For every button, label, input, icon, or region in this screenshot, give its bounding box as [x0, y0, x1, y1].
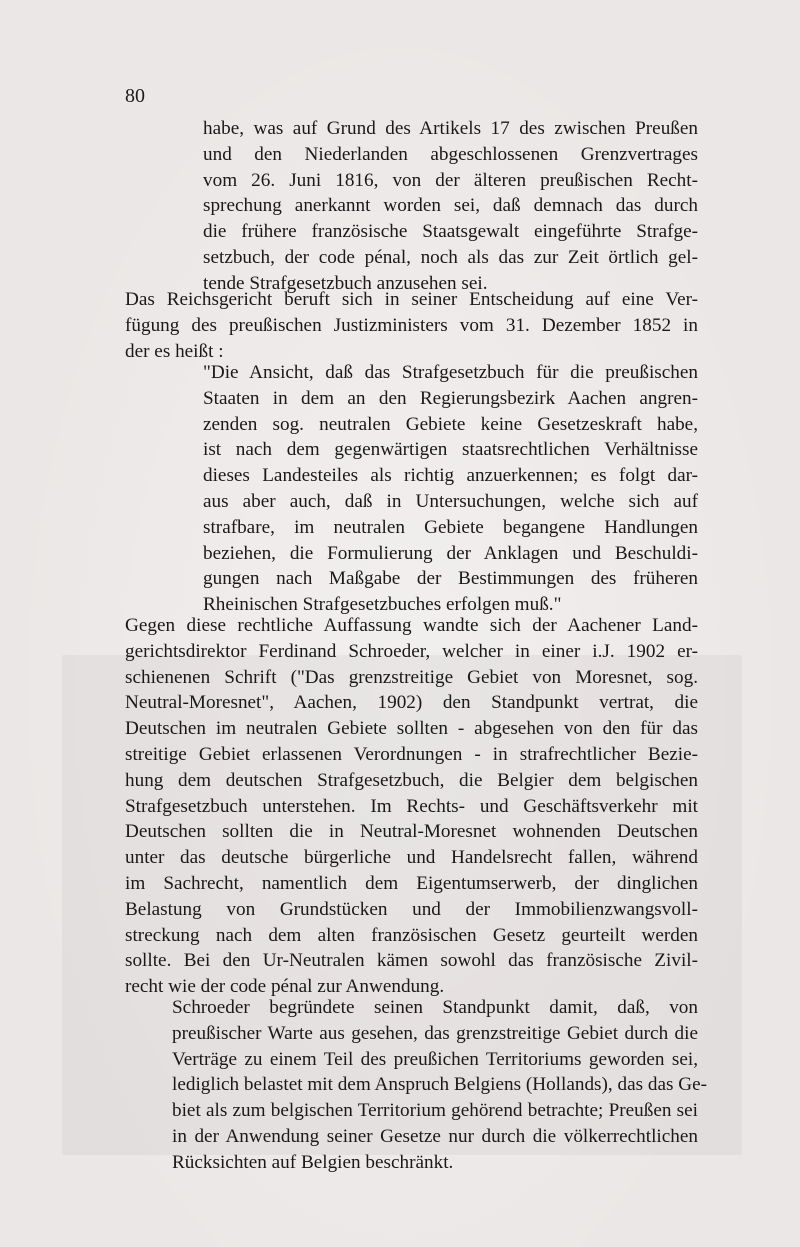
text-line: Belastung von Grundstücken und der Immobilienzwangsvoll- [125, 898, 698, 920]
text-line: Neutral-Moresnet", Aachen, 1902) den Standpunkt vertrat, die [125, 692, 698, 714]
text-line: schienenen Schrift ("Das grenzstreitige Gebiet von Moresnet, sog. [125, 666, 698, 688]
text-line: streitige Gebiet erlassenen Verordnungen - in strafrechtlicher Bezie- [125, 743, 698, 765]
text-line: "Die Ansicht, daß das Strafgesetzbuch für die preußischen [203, 362, 698, 383]
text-line: Gegen diese rechtliche Auffassung wandte sich der Aachener Land- [125, 615, 698, 636]
text-line: Deutschen im neutralen Gebiete sollten - abgesehen von den für das [125, 718, 698, 740]
text-line: sprechung anerkannt worden sei, daß demnach das durch [203, 195, 698, 217]
text-line: tende Strafgesetzbuch anzusehen sei. [203, 272, 488, 294]
text-line: strafbare, im neutralen Gebiete begangene Handlungen [203, 516, 698, 538]
text-line: im Sachrecht, namentlich dem Eigentumserwerb, der dinglichen [125, 872, 698, 894]
text-line: ist nach dem gegenwärtigen staatsrechtlichen Verhältnisse [203, 439, 698, 461]
text-line: vom 26. Juni 1816, von der älteren preußischen Recht- [203, 169, 698, 191]
page-number: 80 [125, 85, 145, 107]
text-line: Das Reichsgericht beruft sich in seiner Entscheidung auf eine Ver- [125, 289, 698, 310]
text-line: dieses Landesteiles als richtig anzuerkennen; es folgt dar- [203, 465, 698, 487]
paragraph-schroeder-view [125, 613, 698, 1000]
text-line: Rücksichten auf Belgien beschränkt. [172, 1151, 454, 1173]
text-line: unter das deutsche bürgerliche und Handelsrecht fallen, während [125, 847, 698, 869]
text-line: beziehen, die Formulierung der Anklagen und Beschuldi- [203, 542, 698, 564]
text-line: gerichtsdirektor Ferdinand Schroeder, welcher in einer i.J. 1902 er- [125, 640, 698, 662]
text-line: streckung nach dem alten französischen Gesetz geurteilt werden [125, 924, 698, 946]
text-line: Verträge zu einem Teil des preußichen Territoriums geworden sei, [172, 1048, 698, 1070]
text-line: zenden sog. neutralen Gebiete keine Gesetzeskraft habe, [203, 413, 698, 435]
text-line: habe, was auf Grund des Artikels 17 des zwischen Preußen [203, 118, 698, 139]
text-line: Strafgesetzbuch unterstehen. Im Rechts- und Geschäftsverkehr mit [125, 795, 698, 817]
text-line: sollte. Bei den Ur-Neutralen kämen sowohl das französische Zivil- [125, 950, 698, 972]
text-line: und den Niederlanden abgeschlossenen Grenzvertrages [203, 143, 698, 165]
text-line: Rheinischen Strafgesetzbuches erfolgen muß." [203, 594, 562, 616]
text-line: Schroeder begründete seinen Standpunkt damit, daß, von [172, 997, 698, 1018]
text-line: Deutschen sollten die in Neutral-Moresnet wohnenden Deutschen [125, 821, 698, 843]
text-line: aus aber auch, daß in Untersuchungen, welche sich auf [203, 490, 698, 512]
paragraph-quote-continuation [203, 116, 698, 297]
text-line: die frühere französische Staatsgewalt eingeführte Strafge- [203, 221, 698, 243]
text-line: recht wie der code pénal zur Anwendung. [125, 976, 445, 998]
text-line: fügung des preußischen Justizministers vom 31. Dezember 1852 in [125, 314, 698, 336]
text-line: preußischer Warte aus gesehen, das grenzstreitige Gebiet durch die [172, 1022, 698, 1044]
text-line: hung dem deutschen Strafgesetzbuch, die Belgier dem belgischen [125, 769, 698, 791]
paragraph-minister-quote [203, 360, 698, 618]
text-line: lediglich belastet mit dem Anspruch Belgiens (Hollands), das das Ge- [172, 1074, 708, 1096]
paragraph-reichsgericht [125, 287, 698, 364]
text-line: setzbuch, der code pénal, noch als das zur Zeit örtlich gel- [203, 246, 698, 268]
paragraph-schroeder-reasoning [125, 995, 708, 1176]
text-line: der es heißt : [125, 340, 224, 362]
text-line: Staaten in dem an den Regierungsbezirk Aachen angren- [203, 387, 698, 409]
text-line: gungen nach Maßgabe der Bestimmungen des früheren [203, 568, 698, 590]
text-line: in der Anwendung seiner Gesetze nur durch die völkerrechtlichen [172, 1125, 698, 1147]
text-line: biet als zum belgischen Territorium gehörend betrachte; Preußen sei [172, 1100, 698, 1122]
